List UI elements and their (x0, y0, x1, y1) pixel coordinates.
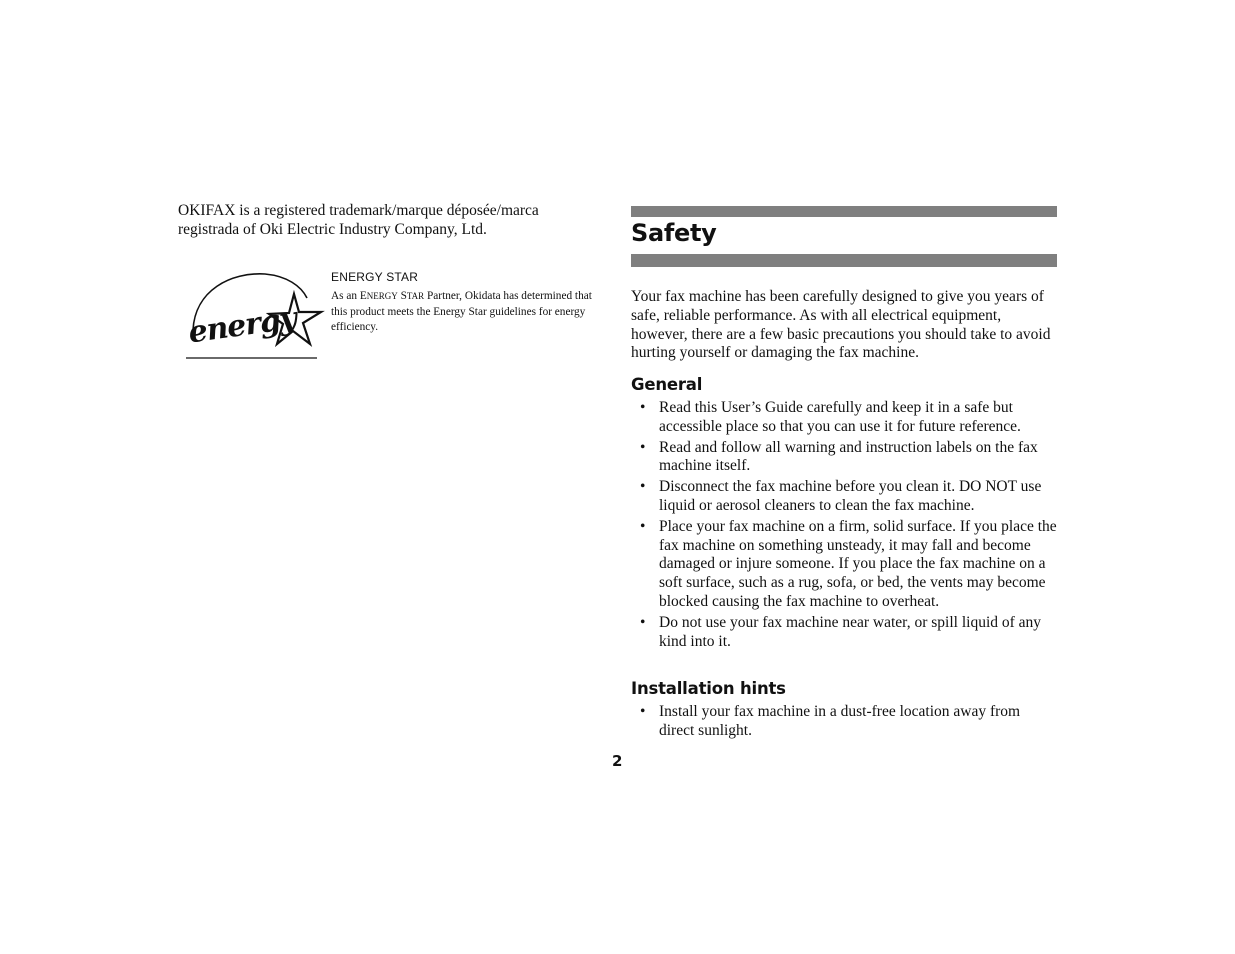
list-item: • Place your fax machine on a firm, solid surface. If you place the fax machine on something unsteady, it may fall and become damaged or injure someone. If you place the fax machine on a soft surface, such as a rug, sofa, or bed, the vents may become blocked causing the fax machine to overheat. (640, 517, 1057, 610)
list-item: • Read and follow all warning and instruction labels on the fax machine itself. (640, 438, 1038, 475)
energy-star-note (331, 270, 593, 336)
installation-list (631, 703, 1059, 743)
energy-body-s: S (400, 290, 407, 302)
section-rule-bottom (631, 254, 1057, 267)
intro-paragraph: Your fax machine has been carefully designed to give you years of safe, reliable performance. As with all electrical equipment, however, there are a few basic precautions you should take to avoid hurting yourself or damaging the fax machine. (631, 288, 1051, 362)
list-item: • Read this User’s Guide carefully and keep it in a safe but accessible place so that you can use it for future reference. (640, 399, 1021, 435)
bullet: • (640, 478, 646, 496)
list-item: • Do not use your fax machine near water, or spill liquid of any kind into it. (640, 613, 1042, 650)
trademark-notice: OKIFAX is a registered trademark/marque déposée/marca registrada of Oki Electric Industry Company, Ltd. (178, 202, 539, 238)
energy-logo-script: energy (186, 300, 299, 351)
installation-heading: Installation hints (631, 679, 786, 698)
general-heading: General (631, 375, 703, 394)
energy-star-body (331, 289, 593, 336)
bullet: • (640, 438, 646, 456)
energy-body-suffix: Partner, Okidata has determined that this product meets the Energy Star guidelines for energy efficiency. (331, 290, 592, 333)
page-number: 2 (612, 752, 623, 770)
bullet: • (640, 703, 646, 720)
energy-body-e: E (359, 290, 367, 302)
bullet: • (640, 399, 646, 416)
energy-star-logo (183, 268, 325, 362)
list-item: • Disconnect the fax machine before you clean it. DO NOT use liquid or aerosol cleaners to clean the fax machine. (640, 478, 1042, 514)
general-list (631, 399, 1059, 653)
energy-body-prefix: As an (331, 290, 360, 302)
bullet: • (640, 613, 646, 631)
bullet: • (640, 517, 646, 535)
section-title: Safety (631, 219, 717, 247)
energy-body-tar: TAR (406, 291, 425, 301)
list-item: • Install your fax machine in a dust-free location away from direct sunlight. (640, 703, 1021, 739)
energy-star-title: ENERGY STAR (331, 270, 419, 284)
energy-body-nergy: NERGY (366, 291, 398, 301)
